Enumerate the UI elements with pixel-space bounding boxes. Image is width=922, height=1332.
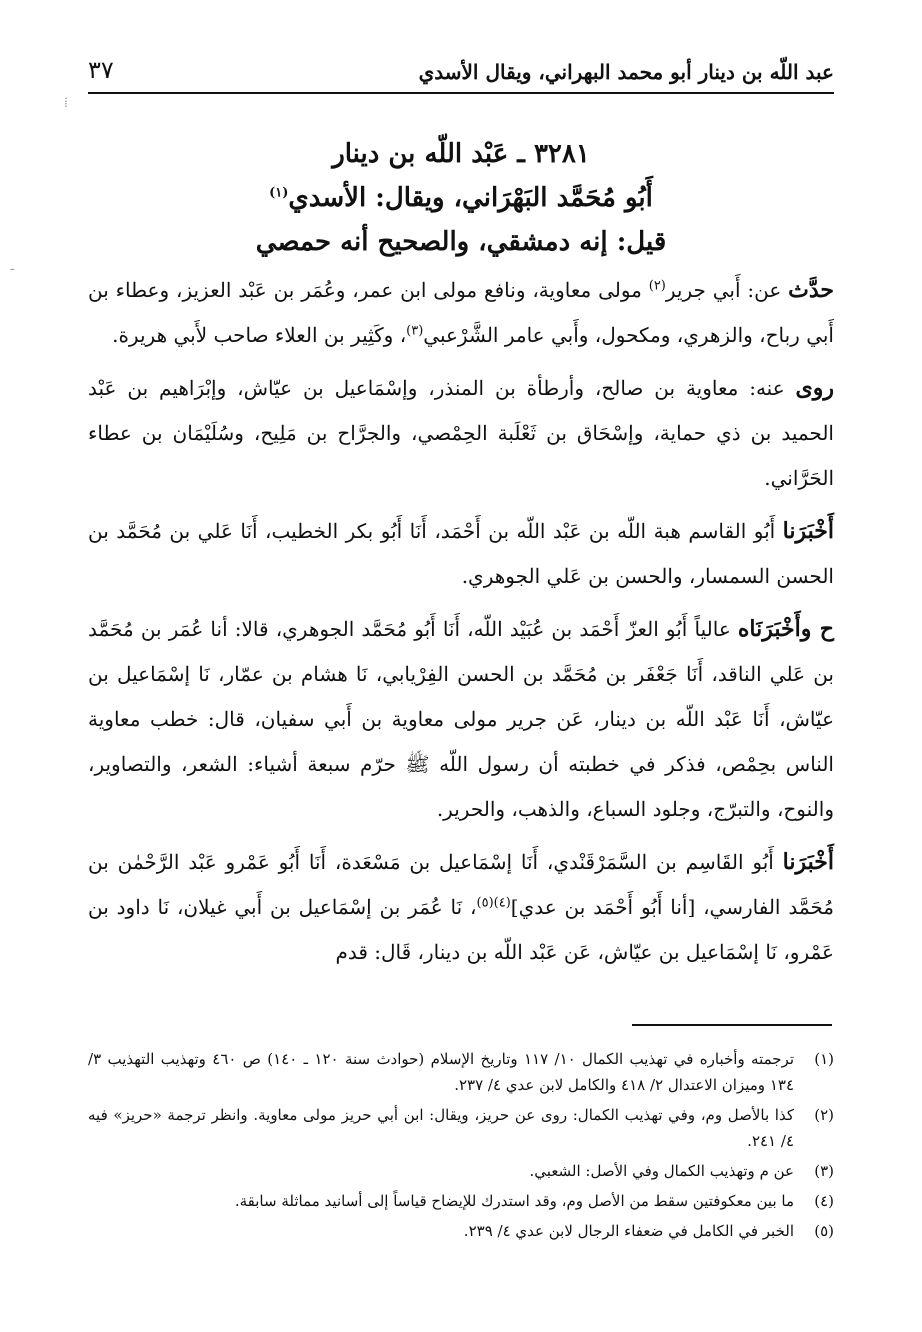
paragraph-text: ، وكَثِير بن العلاء صاحب لأَبي هريرة. — [112, 323, 407, 347]
entry-origin-note: قيل: إنه دمشقي، والصحيح أنه حمصي — [255, 227, 667, 257]
footnote-number: (٢) — [814, 1106, 834, 1124]
footnote — [88, 1102, 834, 1154]
paragraph-lead-word: ح وأَخْبَرَنَاه — [737, 616, 834, 642]
main-text — [88, 268, 834, 983]
paragraph-students — [88, 366, 834, 501]
paragraph-text: عن: أَبي جرير — [665, 278, 789, 302]
paragraph-isnad-2 — [88, 607, 834, 832]
page-number: ٣٧ — [88, 56, 114, 84]
paragraph-lead-word: روى — [795, 375, 834, 401]
footnote-text: ترجمته وأخباره في تهذيب الكمال ١٠/ ١١٧ وتاريخ الإسلام (حوادث سنة ١٢٠ ـ ١٤٠) ص ٤٦٠ وتهذيب التهذيب ٣/ ١٣٤ وميزان الاعتدال ٢/ ٤١٨ والكامل لابن عدي ٤/ ٢٣٧. — [88, 1050, 795, 1094]
footnote-ref: (١) — [269, 185, 289, 201]
scan-margin-mark: - — [10, 261, 15, 277]
header-title: عبد اللّه بن دينار أبو محمد البهراني، ويقال الأسدي — [418, 60, 834, 84]
paragraph-lead-word: أَخْبَرَنا — [782, 518, 834, 544]
footnote-separator — [632, 1024, 832, 1026]
paragraph-text: مولى معاوية، ونافع مولى ابن عمر، وعُمَر بن عَبْد العزيز، وعطاء بن أَبي رباح، والزهري، ومكحول، وأَبي عامر الشَّرْعبي — [88, 278, 834, 347]
footnote-number: (١) — [814, 1050, 834, 1068]
running-header — [88, 52, 834, 94]
paragraph-text: عالياً أَبُو العزّ أَحْمَد بن عُبَيْد اللّه، أَنَا أَبُو مُحَمَّد الجوهري، قالا: أنا عُمَر بن مُحَمَّد بن عَلي الناقد، أَنَا جَعْفَر بن مُحَمَّد بن الحسن الفِرْيابي، نَا هشام بن عمّار، نَا إسْمَاعيل بن عيّاش، أَنَا عَبْد اللّه بن دينار، عَن جرير مولى معاوية بن أَبي سفيان، قال: خطب معاوية الناس بحِمْص، فذكر في خطبته أن رسول اللّه ﷺ حرّم سبعة أشياء: الشعر، والتصاوير، والنوح، والتبرّج، وجلود السباع، والذهب، والحرير. — [88, 617, 834, 821]
entry-kunya-text: أَبُو مُحَمَّد البَهْرَاني، ويقال: الأسدي — [288, 183, 653, 213]
entry-heading — [100, 132, 822, 264]
footnote-number: (٤) — [814, 1192, 834, 1210]
scan-margin-mark: ⁞ — [64, 95, 68, 111]
paragraph-isnad-1 — [88, 509, 834, 599]
footnote-ref: (٢) — [648, 278, 666, 294]
paragraph-teachers — [88, 268, 834, 358]
paragraph-lead-word: أَخْبَرَنا — [782, 849, 834, 875]
footnote-number: (٥) — [814, 1222, 834, 1240]
footnote-ref: (٤)(٥) — [476, 895, 511, 911]
entry-number-and-name: ٣٢٨١ ـ عَبْد اللّه بن دينار — [332, 139, 590, 169]
paragraph-text: أَبُو القَاسِم بن السَّمَرْقَنْدي، أَنَا إسْمَاعيل بن مَسْعَدة، أَنَا أَبُو عَمْرو عَبْد الرَّحْمٰن بن مُحَمَّد الفارسي، [أنا أَبُو أَحْمَد بن عدي] — [88, 850, 834, 919]
paragraph-text: ، نَا عُمَر بن إسْمَاعيل بن أَبي غيلان، نَا داود بن عَمْرو، نَا إسْمَاعيل بن عيّاش، عَن عَبْد اللّه بن دينار، قَال: قدم — [88, 895, 834, 964]
footnote-ref: (٣) — [406, 323, 424, 339]
footnote — [88, 1188, 834, 1214]
footnote-text: ما بين معكوفتين سقط من الأصل وم، وقد استدرك للإيضاح قياساً إلى أسانيد مماثلة سابقة. — [234, 1192, 794, 1210]
paragraph-text: عنه: معاوية بن صالح، وأرطأة بن المنذر، وإسْمَاعيل بن عيّاش، وإبْرَاهيم بن عَبْد الحميد بن ذي حماية، وإسْحَاق بن ثَعْلَبة الحِمْصي، والجرَّاح بن مَلِيح، وسُلَيْمَان بن عطاء الحَرَّاني. — [88, 376, 834, 490]
footnote-text: كذا بالأصل وم، وفي تهذيب الكمال: روى عن حريز، ويقال: ابن أبي حريز مولى معاوية. وانظر ترجمة «حريز» فيه ٤/ ٢٤١. — [88, 1106, 794, 1150]
footnote-text: عن م وتهذيب الكمال وفي الأصل: الشعبي. — [529, 1162, 794, 1180]
footnotes — [88, 1046, 834, 1248]
paragraph-text: أَبُو القاسم هبة اللّه بن عَبْد اللّه بن أَحْمَد، أَنَا أَبُو بكر الخطيب، أَنَا عَلي بن مُحَمَّد بن الحسن السمسار، والحسن بن عَلي الجوهري. — [88, 519, 834, 588]
footnote-number: (٣) — [814, 1162, 834, 1180]
footnote — [88, 1218, 834, 1244]
paragraph-isnad-3 — [88, 840, 834, 975]
footnote — [88, 1158, 834, 1184]
entry-kunya-line — [100, 176, 822, 220]
footnote — [88, 1046, 834, 1098]
footnote-text: الخبر في الكامل في ضعفاء الرجال لابن عدي ٤/ ٢٣٩. — [463, 1222, 794, 1240]
paragraph-lead-word: حدَّث — [788, 277, 834, 303]
